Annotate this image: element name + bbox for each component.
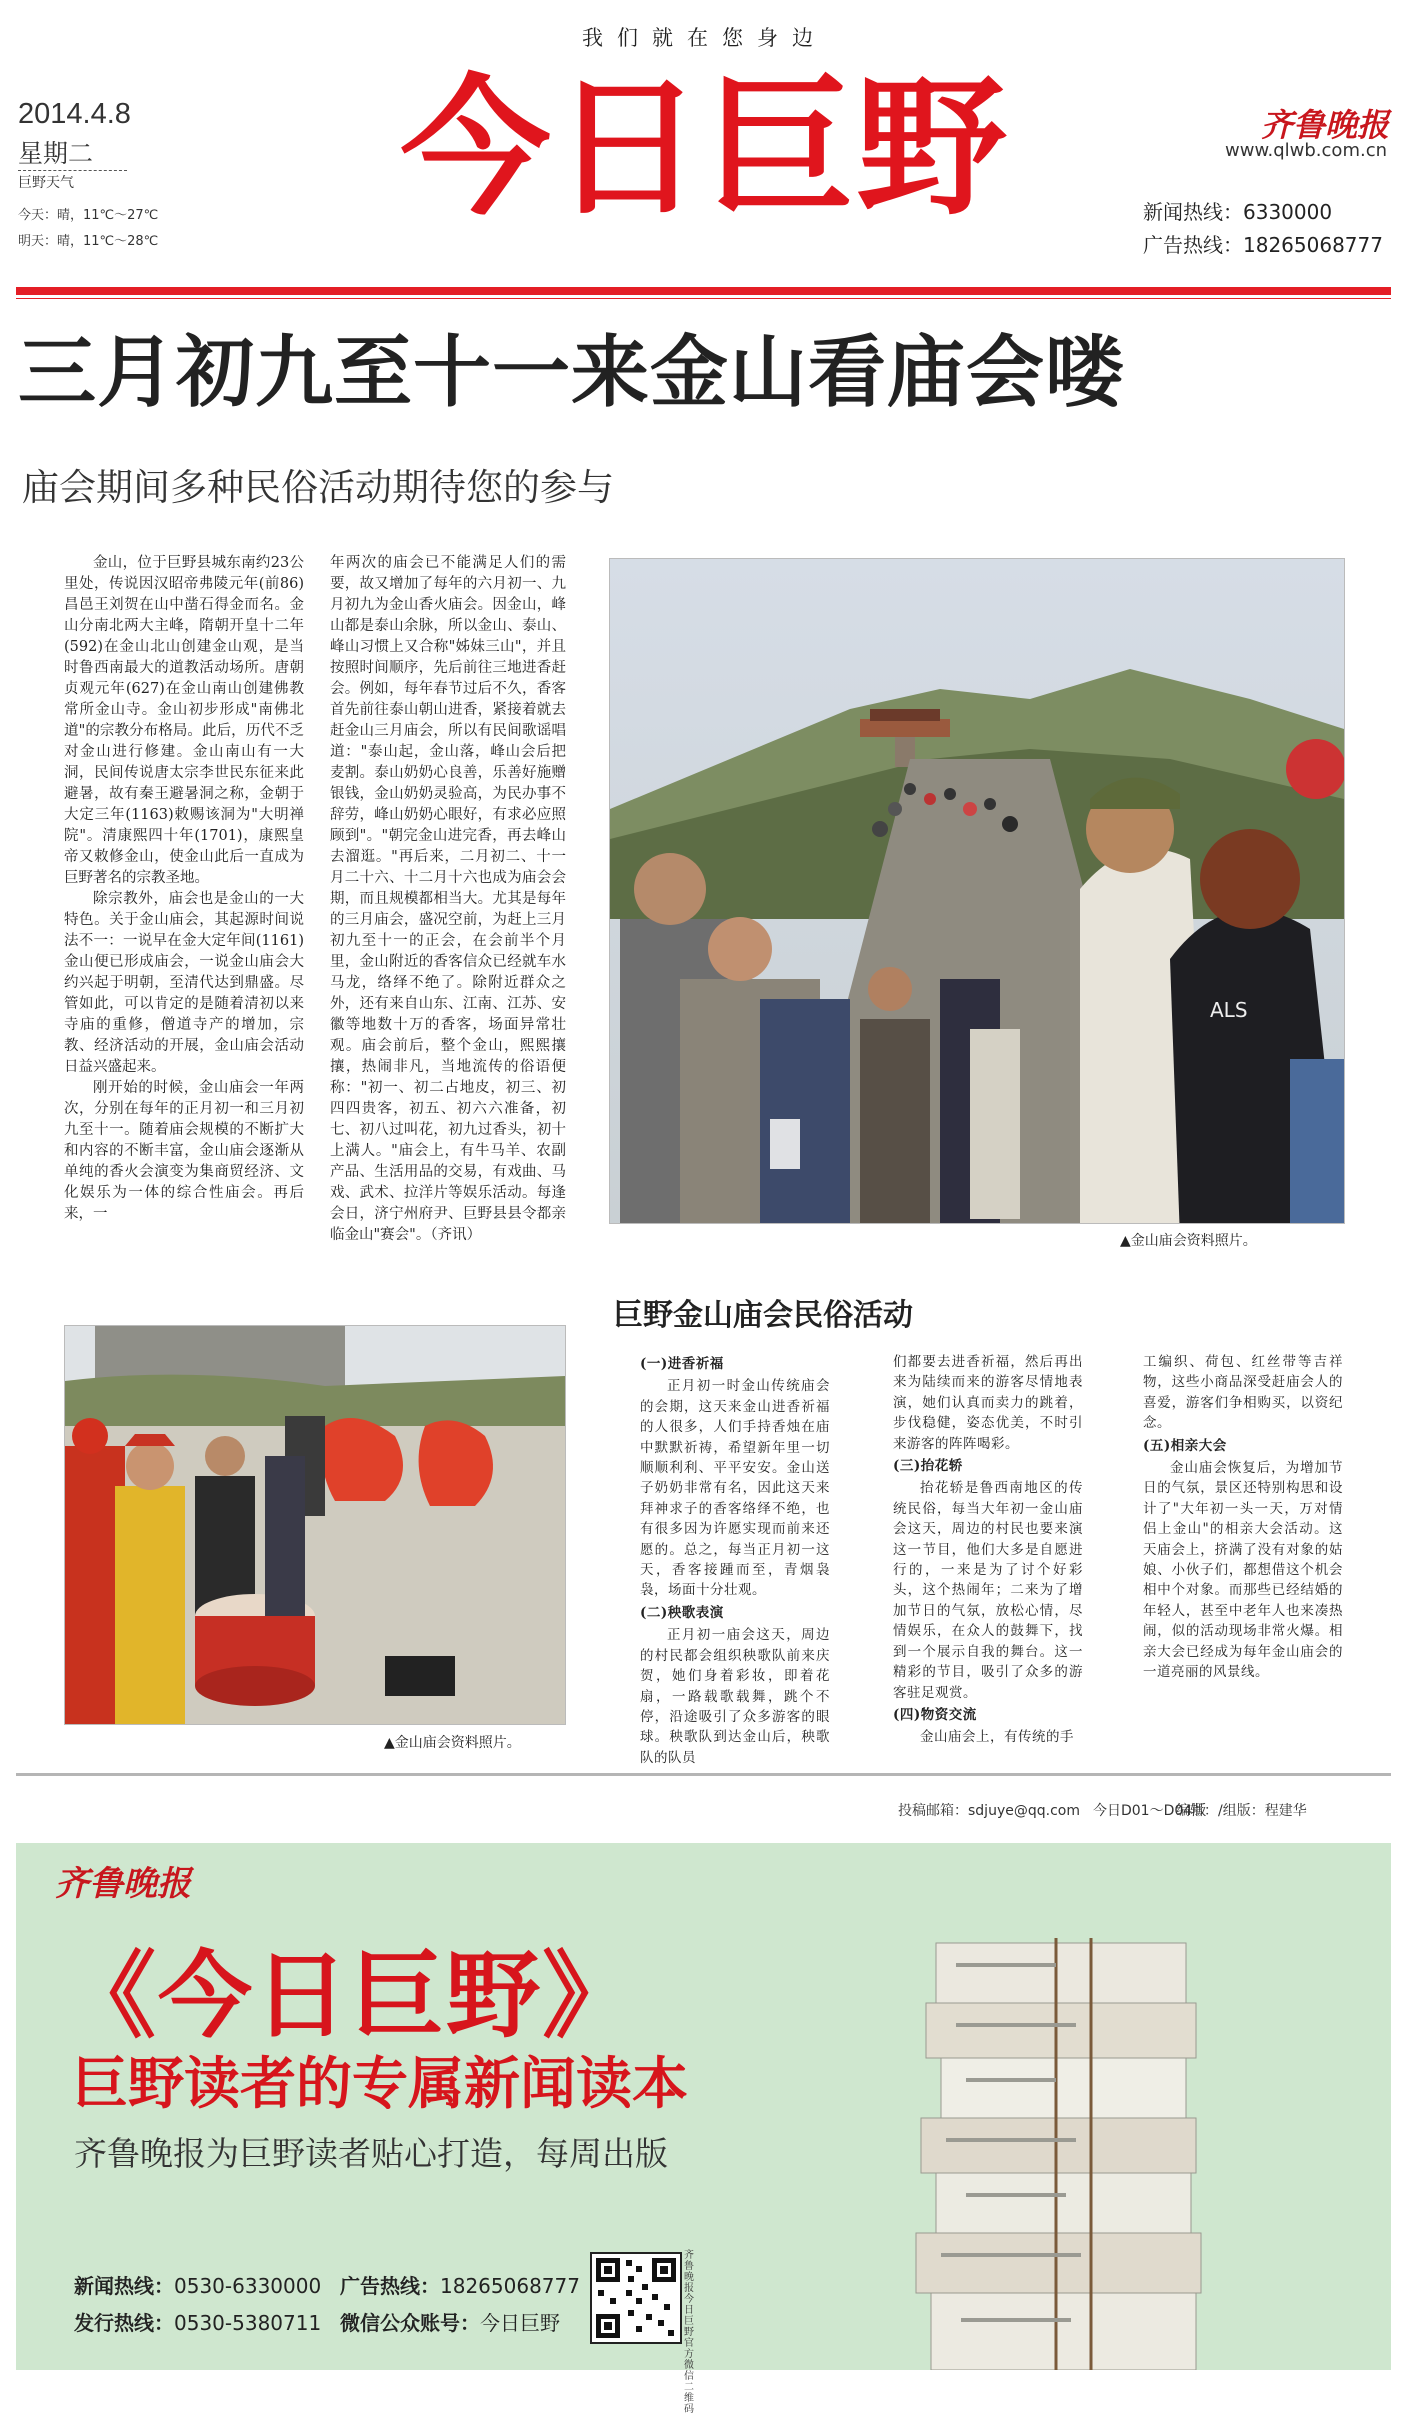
folk-col-2 xyxy=(893,1352,1083,1748)
article-paragraph: 除宗教外，庙会也是金山的一大特色。关于金山庙会，其起源时间说法不一：一说早在金大定年间(1161)金山便已形成庙会，一说金山庙会大约兴起于明朝，至清代达到鼎盛。尽管如此，可以肯定的是随着清初以来寺庙的重修，僧道寺产的增加，宗教、经济活动的开展，金山庙会活动日益兴盛起来。 xyxy=(64,891,304,1075)
ad-wechat xyxy=(340,2307,560,2336)
folk-paragraph: 正月初一时金山传统庙会的会期，这天来金山进香祈福的人很多，人们手持香烛在庙中默默祈祷，希望新年里一切顺顺利利、平平安安。金山送子奶奶非常有名，因此这天来拜神求子的香客络绎不绝，也有很多因为许愿实现而前来还愿的。总之，每当正月初一这天，香客接踵而至，青烟袅袅，场面十分壮观。 xyxy=(640,1378,830,1599)
folk-paragraph: 们都要去进香祈福，然后再出来为陆续而来的游客尽情地表演，她们认真而卖力的跳着，步伐稳健，姿态优美，不时引来游客的阵阵喝彩。 xyxy=(893,1354,1083,1452)
brand-logo: 齐鲁晚报 xyxy=(1260,106,1389,144)
ad-news-value: 0530-6330000 xyxy=(174,2274,322,2298)
ad-wechat-value: 今日巨野 xyxy=(480,2311,560,2335)
slogan: 我们就在您身边 xyxy=(582,26,827,50)
folk-paragraph: 正月初一庙会这天，周边的村民都会组织秧歌队前来庆贺，她们身着彩妆，即着花扇，一路载歌载舞，跳个不停，沿途吸引了众多游客的眼球。秧歌队到达金山后，秧歌队的队员 xyxy=(640,1627,830,1766)
folk-subheading: (五)相亲大会 xyxy=(1143,1437,1227,1454)
ad-ad-value: 18265068777 xyxy=(440,2274,580,2298)
weekday: 星期二 xyxy=(18,134,127,171)
qr-code-icon xyxy=(592,2254,680,2342)
ad-ad-label: 广告热线： xyxy=(340,2274,440,2298)
folk-col-3 xyxy=(1143,1352,1343,1683)
folk-subheading: (四)物资交流 xyxy=(893,1706,977,1723)
article-col-2 xyxy=(330,553,566,1246)
newspaper-title: 今日巨野 xyxy=(400,62,1009,236)
article-paragraph: 年两次的庙会已不能满足人们的需要，故又增加了每年的六月初一、九月初九为金山香火庙会。因金山，峰山都是泰山余脉，所以金山、泰山、峰山习惯上又合称"姊妹三山"，并且按照时间顺序，先后前往三地进香赶会。例如，每年春节过后不久，香客首先前往泰山朝山进香，紧接着就去赶金山三月庙会，所以有民间歌谣唱道："泰山起，金山落，峰山会后把麦割。泰山奶奶心良善，乐善好施赠银钱，金山奶奶灵验高，为民办事不辞劳，峰山奶奶心眼好，有求必应照顾到"。"朝完金山进完香，再去峰山去溜逛。"再后来，二月初二、十一月二十六、十二月十六也成为庙会会期，而且规模都相当大。尤其是每年的三月庙会，盛况空前，为赶上三月初九至十一的正会，在会前半个月里，金山附近的香客信众已经就车水马龙，络绎不绝了。除附近群众之外，还有来自山东、江南、江苏、安徽等地数十万的香客，场面异常壮观。庙会前后，整个金山，熙熙攘攘，热闹非凡，当地流传的俗语便称："初一、初二占地皮，初三、初四四贵客，初五、初六六准备，初七、初八过叫花，初九过香头，初十上满人。"庙会上，有牛马羊、农副产品、生活用品的交易，有戏曲、马戏、武术、拉洋片等娱乐活动。每逢会日，济宁州府尹、巨野县县令都亲临金山"赛会"。（齐讯） xyxy=(330,555,566,1243)
ad-brand-logo: 齐鲁晚报 xyxy=(55,1864,191,1904)
photo2-caption: ▲金山庙会资料照片。 xyxy=(384,1735,521,1751)
ad-news-hotline xyxy=(74,2270,321,2299)
temple-fair-crowd-photo xyxy=(609,558,1345,1224)
ad-hotline: 广告热线：18265068777 xyxy=(1143,233,1383,257)
folk-paragraph: 工编织、荷包、红丝带等吉祥物，这些小商品深受赶庙会人的喜爱，游客们争相购买，以资纪念。 xyxy=(1143,1354,1343,1432)
submission-email: 投稿邮箱：sdjuye@qq.com xyxy=(898,1803,1080,1819)
ad-description: 齐鲁晚报为巨野读者贴心打造，每周出版 xyxy=(74,2134,668,2173)
ad-dist-label: 发行热线： xyxy=(74,2311,174,2335)
masthead-thin-divider xyxy=(16,298,1391,299)
ad-subtitle: 巨野读者的专属新闻读本 xyxy=(72,2052,688,2117)
folk-paragraph: 金山庙会恢复后，为增加节日的气氛，景区还特别构思和设计了"大年初一头一天，万对情侣上金山"的相亲大会活动。这天庙会上，挤满了没有对象的姑娘、小伙子们，都想借这个机会相中个对象。而那些已经结婚的年轻人，甚至中老年人也来凑热闹，似的活动现场非常火爆。相亲大会已经成为每年金山庙会的一道亮丽的风景线。 xyxy=(1143,1460,1343,1681)
article-paragraph: 金山，位于巨野县城东南约23公里处，传说因汉昭帝弗陵元年(前86)昌邑王刘贺在山中凿石得金而名。金山分南北两大主峰，隋朝开皇十二年(592)在金山北山创建金山观，是当时鲁西南最大的道教活动场所。唐朝贞观元年(627)在金山南山创建佛教常所金山寺。金山初步形成"南佛北道"的宗教分布格局。此后，历代不乏对金山进行修建。金山南山有一大洞，民间传说唐太宗李世民东征来此避暑，故有秦王避暑洞之称，金朝于大定三年(1163)敕赐该洞为"大明禅院"。清康熙四十年(1701)，康熙皇帝又敕修金山，使金山此后一直成为巨野著名的宗教圣地。 xyxy=(64,555,304,886)
headline: 三月初九至十一来金山看庙会喽 xyxy=(18,328,1125,418)
weather-today: 今天：晴，11℃～27℃ xyxy=(18,208,159,223)
weather-label: 巨野天气 xyxy=(18,175,74,191)
subheadline: 庙会期间多种民俗活动期待您的参与 xyxy=(22,466,614,509)
article-col-1 xyxy=(64,553,304,1225)
ad-news-label: 新闻热线： xyxy=(74,2274,174,2298)
drum-lion-dance-photo xyxy=(64,1325,566,1725)
issue-date: 2014.4.8 xyxy=(18,98,131,130)
folk-paragraph: 抬花轿是鲁西南地区的传统民俗，每当大年初一金山庙会这天，周边的村民也要来演这一节目，他们大多是自愿进行的，一来是为了讨个好彩头，这个热闹年；二来为了增加节日的气氛，放松心情，尽情娱乐，在众人的鼓舞下，找到一个展示自我的舞台。这一精彩的节目，吸引了众多的游客驻足观赏。 xyxy=(893,1480,1083,1701)
drum-photo-illustration xyxy=(65,1326,565,1724)
folk-subheading: (一)进香祈福 xyxy=(640,1356,724,1372)
brand-url[interactable]: www.qlwb.com.cn xyxy=(1225,140,1387,161)
wechat-qr-code[interactable] xyxy=(590,2252,682,2344)
folk-heading: 巨野金山庙会民俗活动 xyxy=(613,1298,913,1333)
ad-title: 《今日巨野》 xyxy=(62,1942,639,2051)
ad-dist-value: 0530-5380711 xyxy=(174,2311,322,2335)
ad-ad-hotline xyxy=(340,2270,580,2299)
ad-wechat-label: 微信公众账号： xyxy=(340,2311,480,2335)
folk-paragraph: 金山庙会上，有传统的手 xyxy=(920,1729,1074,1746)
crowd-photo-illustration xyxy=(610,559,1344,1223)
section-divider xyxy=(16,1773,1391,1776)
weather-tomorrow: 明天：晴，11℃～28℃ xyxy=(18,234,159,249)
editor-credit: 编辑：/组版：程建华 xyxy=(1176,1803,1307,1819)
article-paragraph: 刚开始的时候，金山庙会一年两次，分别在每年的正月初一和三月初九至十一。随着庙会规模的不断扩大和内容的不断丰富，金山庙会逐渐从单纯的香火会演变为集商贸经济、文化娱乐为一体的综合性庙会。再后来，一 xyxy=(64,1080,304,1222)
folk-col-1 xyxy=(640,1352,830,1768)
svg-text:ALS: ALS xyxy=(1210,998,1248,1022)
folk-subheading: (二)秧歌表演 xyxy=(640,1604,724,1621)
photo1-caption: ▲金山庙会资料照片。 xyxy=(1120,1233,1257,1249)
ad-dist-hotline xyxy=(74,2307,321,2336)
page-range: 今日D01～D04版 xyxy=(1093,1803,1207,1819)
masthead-divider xyxy=(16,287,1391,295)
folk-subheading: (三)抬花轿 xyxy=(893,1458,963,1475)
news-hotline: 新闻热线：6330000 xyxy=(1143,200,1333,224)
qr-note: 齐鲁晚报今日巨野官方微信二维码 xyxy=(684,2250,694,2415)
